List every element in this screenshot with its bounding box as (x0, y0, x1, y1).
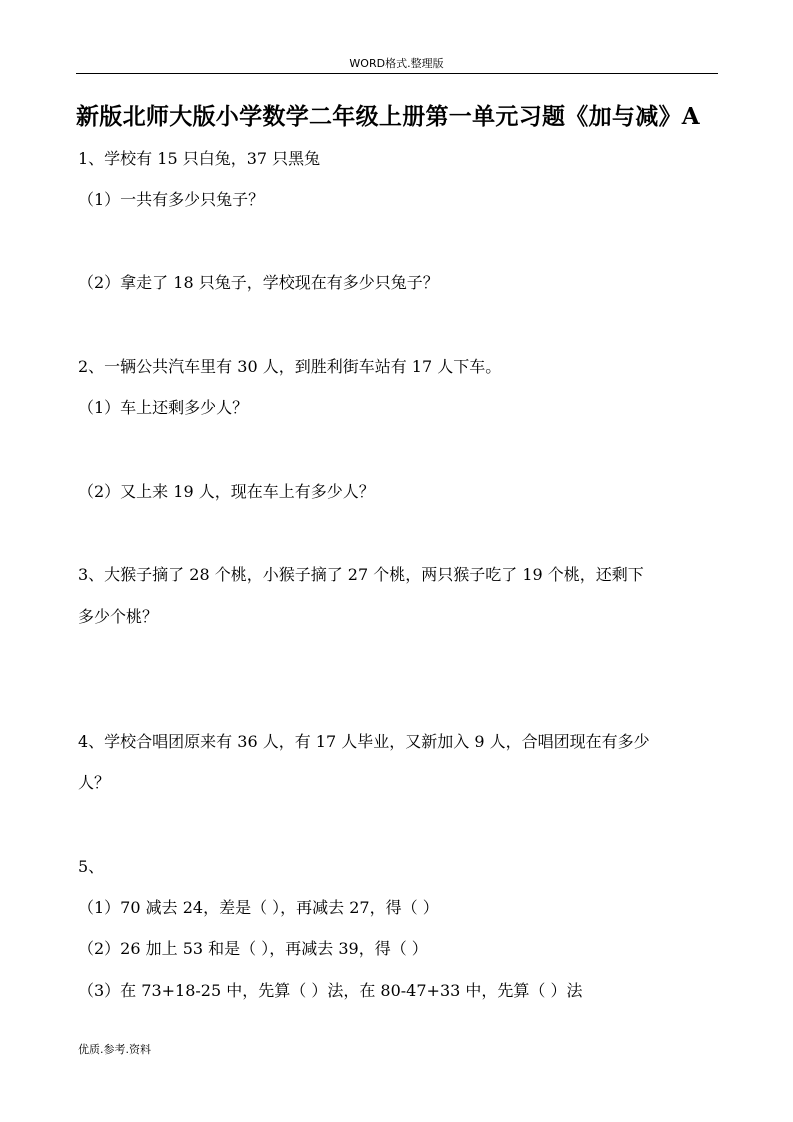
question-1-part-2: （2）拿走了 18 只兔子，学校现在有多少只兔子？ (78, 273, 439, 292)
header-divider (76, 73, 718, 74)
question-5-stem: 5、 (78, 857, 105, 876)
question-4-line-1: 4、学校合唱团原来有 36 人，有 17 人毕业，又新加入 9 人，合唱团现在有多少 (78, 732, 650, 751)
document-title: 新版北师大版小学数学二年级上册第一单元习题《加与减》A (76, 103, 700, 130)
question-2-part-2: （2）又上来 19 人，现在车上有多少人？ (78, 482, 375, 501)
question-3-line-2: 多少个桃？ (78, 607, 159, 626)
question-5-part-1: （1）70 减去 24，差是（ ），再减去 27，得（ ） (78, 898, 439, 917)
question-1-part-1: （1）一共有多少只兔子？ (78, 190, 265, 209)
page-footer: 优质.参考.资料 (78, 1043, 151, 1056)
question-5-part-3: （3）在 73+18-25 中，先算（ ）法，在 80-47+33 中，先算（ ）法 (78, 981, 583, 1000)
question-2-part-1: （1）车上还剩多少人？ (78, 398, 249, 417)
page-header: WORD格式.整理版 (349, 57, 444, 70)
question-4-line-2: 人？ (78, 773, 111, 792)
question-1-stem: 1、学校有 15 只白兔，37 只黑兔 (78, 149, 321, 168)
question-5-part-2: （2）26 加上 53 和是（ ），再减去 39，得（ ） (78, 939, 428, 958)
question-2-stem: 2、一辆公共汽车里有 30 人，到胜利街车站有 17 人下车。 (78, 357, 502, 376)
question-3-line-1: 3、大猴子摘了 28 个桃，小猴子摘了 27 个桃，两只猴子吃了 19 个桃，还剩下 (78, 565, 644, 584)
